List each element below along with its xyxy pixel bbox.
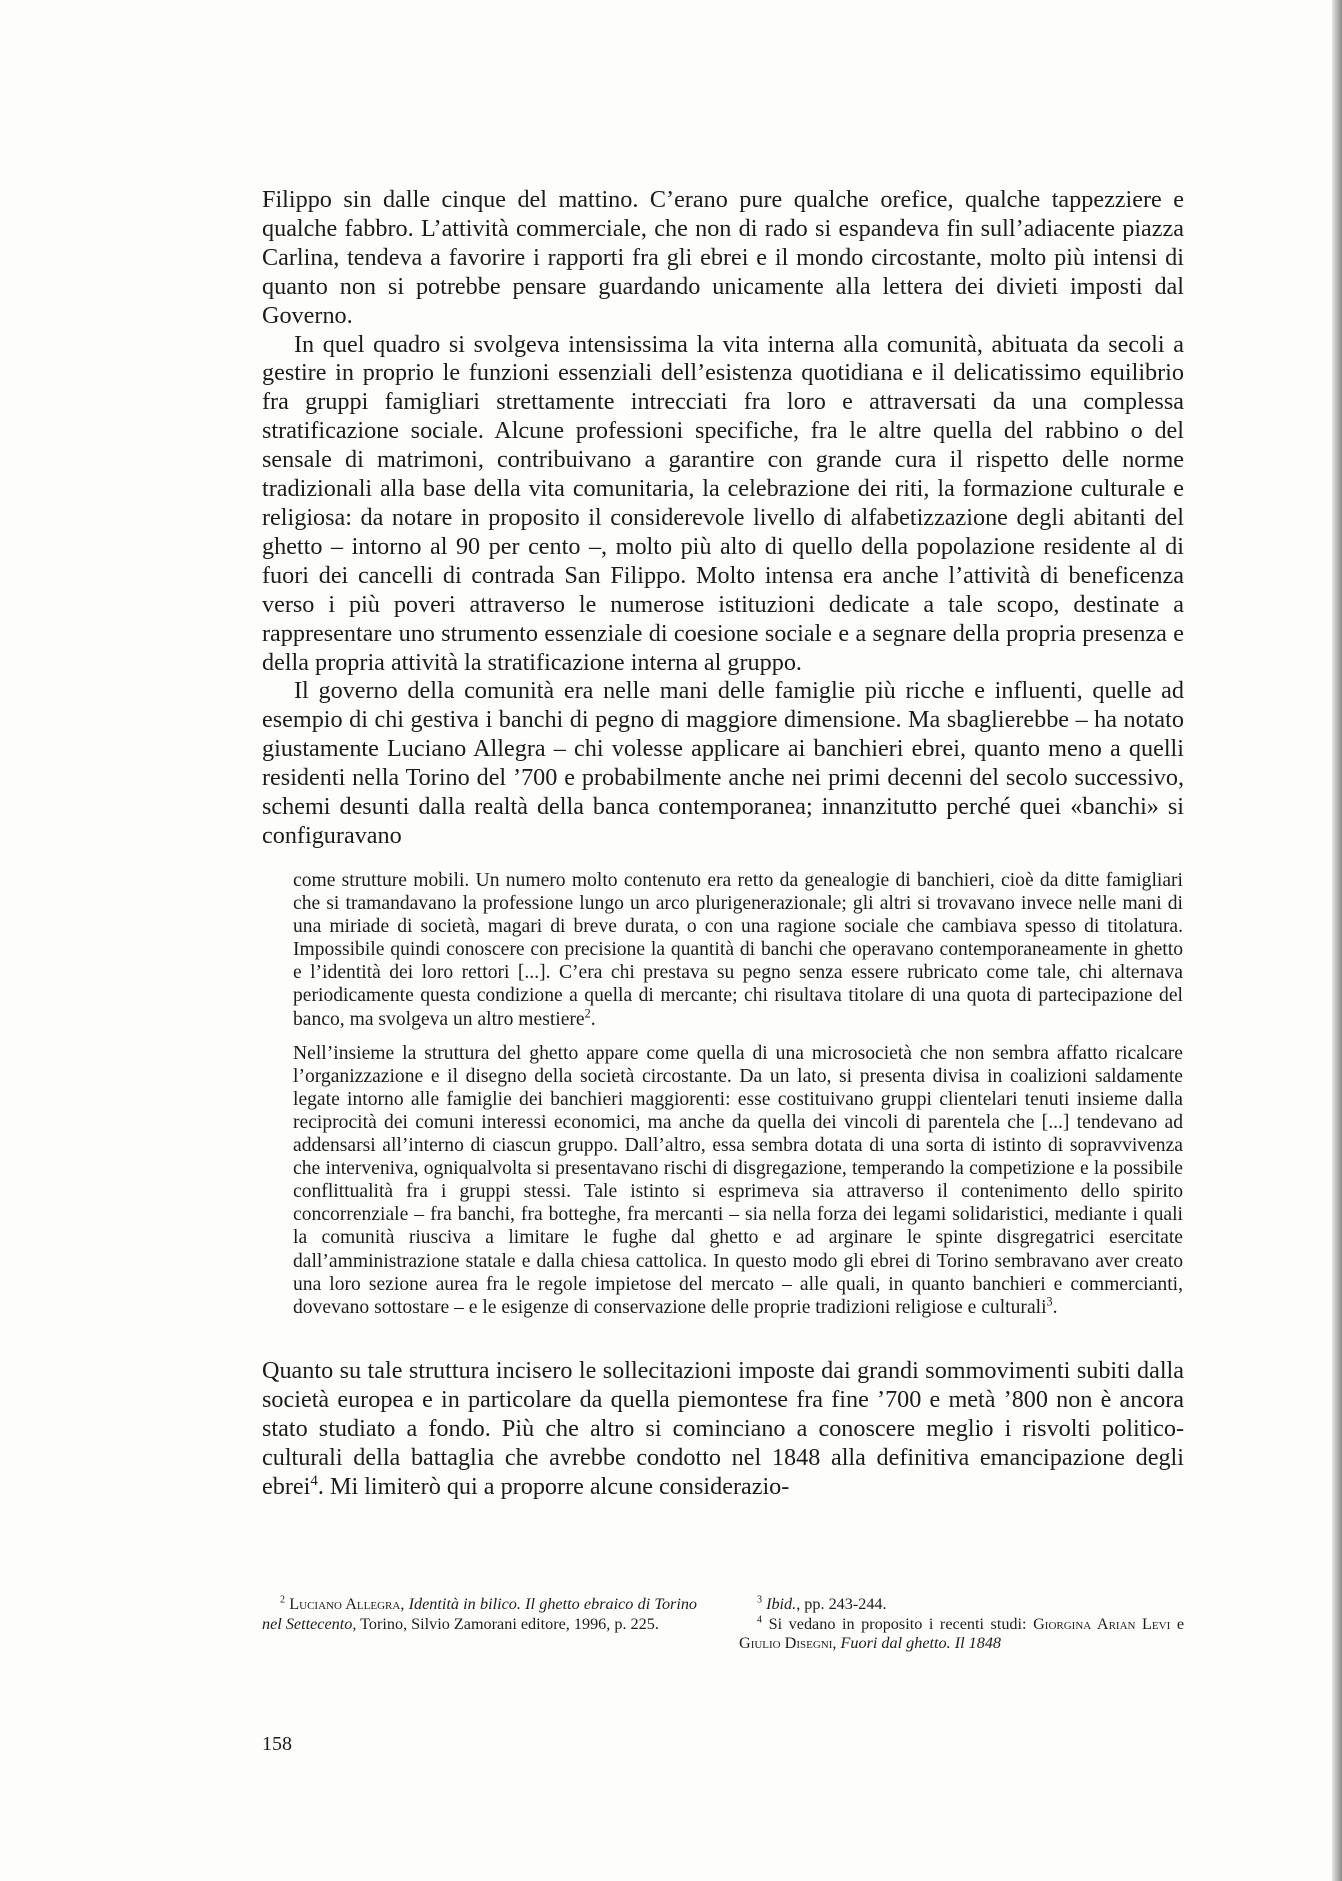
main-text-column: [262, 186, 1184, 851]
quote-1-text: come strutture mobili. Un numero molto contenuto era retto da genealogie di banchieri, cioè da ditte famigliari che si tramandavano la professione lungo un arco plurigenerazionale; gli altri si trovavano invece nelle mani di una miriade di società, magari di breve durata, o con una ragione sociale che cambiava spesso di titolatura. Impossibile quindi conoscere con precisione la quantità di banchi che operavano contemporaneamente in ghetto e l’identità dei loro rettori [...]. C’era chi prestava su pegno senza essere rubricato come tale, chi alternava periodicamente questa condizione a quella di mercante; chi risultava titolare di una quota di partecipazione del banco, ma svolgeva un altro mestiere: [293, 870, 1183, 1030]
paragraph-3: Il governo della comunità era nelle mani delle famiglie più ricche e influenti, quelle ad esempio di chi gestiva i banchi di pegno di maggiore dimensione. Ma sbaglierebbe – ha notato giustamente Luciano Allegra – chi volesse applicare ai banchieri ebrei, quanto meno a quelli residenti nella Torino del ’700 e probabilmente anche nei primi decenni del secolo successivo, schemi desunti dalla realtà della banca contemporanea; innanzitutto perché quei «banchi» si configuravano: [262, 677, 1184, 849]
page-number: 158: [262, 1733, 292, 1755]
paragraph-4-end: . Mi limiterò qui a proporre alcune considerazio-: [317, 1472, 790, 1500]
footnote-4-mark: 4: [757, 1614, 763, 1626]
quote-1-end: .: [590, 1008, 596, 1030]
footnote-2-title: Identità in bilico. Il ghetto ebraico di Torino nel Settecento: [262, 1595, 698, 1633]
footnotes: [262, 1595, 1184, 1654]
block-quotation: [293, 869, 1183, 1330]
footnote-4-author-1: Giorgina Arian Levi: [1033, 1614, 1171, 1633]
footnote-2-rest: , Torino, Silvio Zamorani editore, 1996, p. 225.: [352, 1614, 659, 1633]
paragraph-2: In quel quadro si svolgeva intensissima la vita interna alla comunità, abituata da secoli a gestire in proprio le funzioni essenziali dell’esistenza quotidiana e il delicatissimo equilibrio fra gruppi famigliari strettamente intrecciati fra loro e attraversati da una complessa stratificazione sociale. Alcune professioni specifiche, fra le altre quella del rabbino o del sensale di matrimoni, contribuivano a garantire con grande cura il rispetto delle norme tradizionali alla base della vita comunitaria, la celebrazione dei riti, la formazione culturale e religiosa: da notare in proposito il considerevole livello di alfabetizzazione degli abitanti del ghetto – intorno al 90 per cento –, molto più alto di quello della popolazione residente al di fuori dei cancelli di contrada San Filippo. Molto intensa era anche l’attività di beneficenza verso i più poveri attraverso le numerose istituzioni dedicate a tale scopo, destinate a rappresentare uno strumento essenziale di coesione sociale e a segnare della propria presenza e della propria attività la stratificazione interna al gruppo.: [262, 330, 1184, 676]
paragraph-1: Filippo sin dalle cinque del mattino. C’erano pure qualche orefice, qualche tappezziere e qualche fabbro. L’attività commerciale, che non di rado si espandeva fin sull’adiacente piazza Carlina, tendeva a favorire i rapporti fra gli ebrei e il mondo circostante, molto più intensi di quanto non si potrebbe pensare guardando unicamente alla lettera dei divieti imposti dal Governo.: [262, 186, 1184, 329]
main-text-continued: [262, 1357, 1184, 1502]
footnotes-left-column: [262, 1595, 697, 1654]
footnote-3: [739, 1595, 1184, 1615]
footnote-2-mark: 2: [280, 1594, 286, 1606]
footnote-4-text: Si vedano in proposito i recenti studi:: [768, 1614, 1034, 1633]
footnote-ref-3[interactable]: 3: [1046, 1294, 1053, 1309]
footnote-3-ibid: Ibid.: [766, 1595, 797, 1613]
footnote-3-rest: , pp. 243-244.: [796, 1595, 887, 1613]
footnote-4-author-2: Giulio Disegni: [739, 1634, 833, 1653]
footnote-2-sep: ,: [400, 1595, 409, 1613]
footnote-ref-2[interactable]: 2: [584, 1006, 591, 1021]
paragraph-4-text: Quanto su tale struttura incisero le sollecitazioni imposte dai grandi sommovimenti subiti dalla società europea e in particolare da quella piemontese fra fine ’700 e metà ’800 non è ancora stato studiato a fondo. Più che altro si cominciano a conoscere meglio i risvolti politico-culturali della battaglia che avrebbe condotto nel 1848 alla definitiva emancipazione degli ebrei: [262, 1357, 1184, 1500]
paragraph-4: [262, 1357, 1184, 1502]
footnote-4-sep: ,: [832, 1634, 841, 1653]
quote-paragraph-2: [293, 1042, 1183, 1319]
footnote-ref-4[interactable]: 4: [310, 1472, 318, 1489]
footnote-4-and: e: [1170, 1614, 1185, 1633]
footnote-3-mark: 3: [757, 1594, 763, 1606]
page-edge-shadow: [1332, 0, 1342, 1881]
quote-2-end: .: [1052, 1296, 1058, 1318]
footnote-4-title: Fuori dal ghetto. Il 1848: [840, 1634, 1002, 1653]
footnote-2-author: Luciano Allegra: [289, 1595, 401, 1613]
footnote-2: [262, 1595, 697, 1634]
footnotes-right-column: [739, 1595, 1184, 1654]
quote-paragraph-1: [293, 869, 1183, 1031]
quote-2-text: Nell’insieme la struttura del ghetto appare come quella di una microsocietà che non sembra affatto ricalcare l’organizzazione e il disegno della società circostante. Da un lato, si presenta divisa in coalizioni saldamente legate intorno alle famiglie dei banchieri maggiorenti: esse costituivano gruppi clientelari tenuti insieme dalla reciprocità dei comuni interessi economici, ma anche da quella dei vincoli di parentela che [...] tendevano ad addensarsi all’interno di ciascun gruppo. Dall’altro, essa sembra dotata di una sorta di istinto di sopravvivenza che interveniva, ogniqualvolta si presentavano rischi di disgregazione, temperando la competizione e la possibile conflittualità fra i gruppi stessi. Tale istinto si esprimeva sia attraverso il contenimento dello spirito concorrenziale – fra banchi, fra botteghe, fra mercanti – sia nella forza dei legami solidaristici, mediante i quali la comunità riusciva a limitare le fughe dal ghetto e ad arginare le spinte disgregatrici esercitate dall’amministrazione statale e dalla chiesa cattolica. In questo modo gli ebrei di Torino sembravano aver creato una loro sezione aurea fra le regole impietose del mercato – alle quali, in quanto banchieri e commercianti, dovevano sottostare – e le esigenze di conservazione delle proprie tradizioni religiose e culturali: [293, 1042, 1183, 1318]
footnote-4: [739, 1615, 1184, 1654]
